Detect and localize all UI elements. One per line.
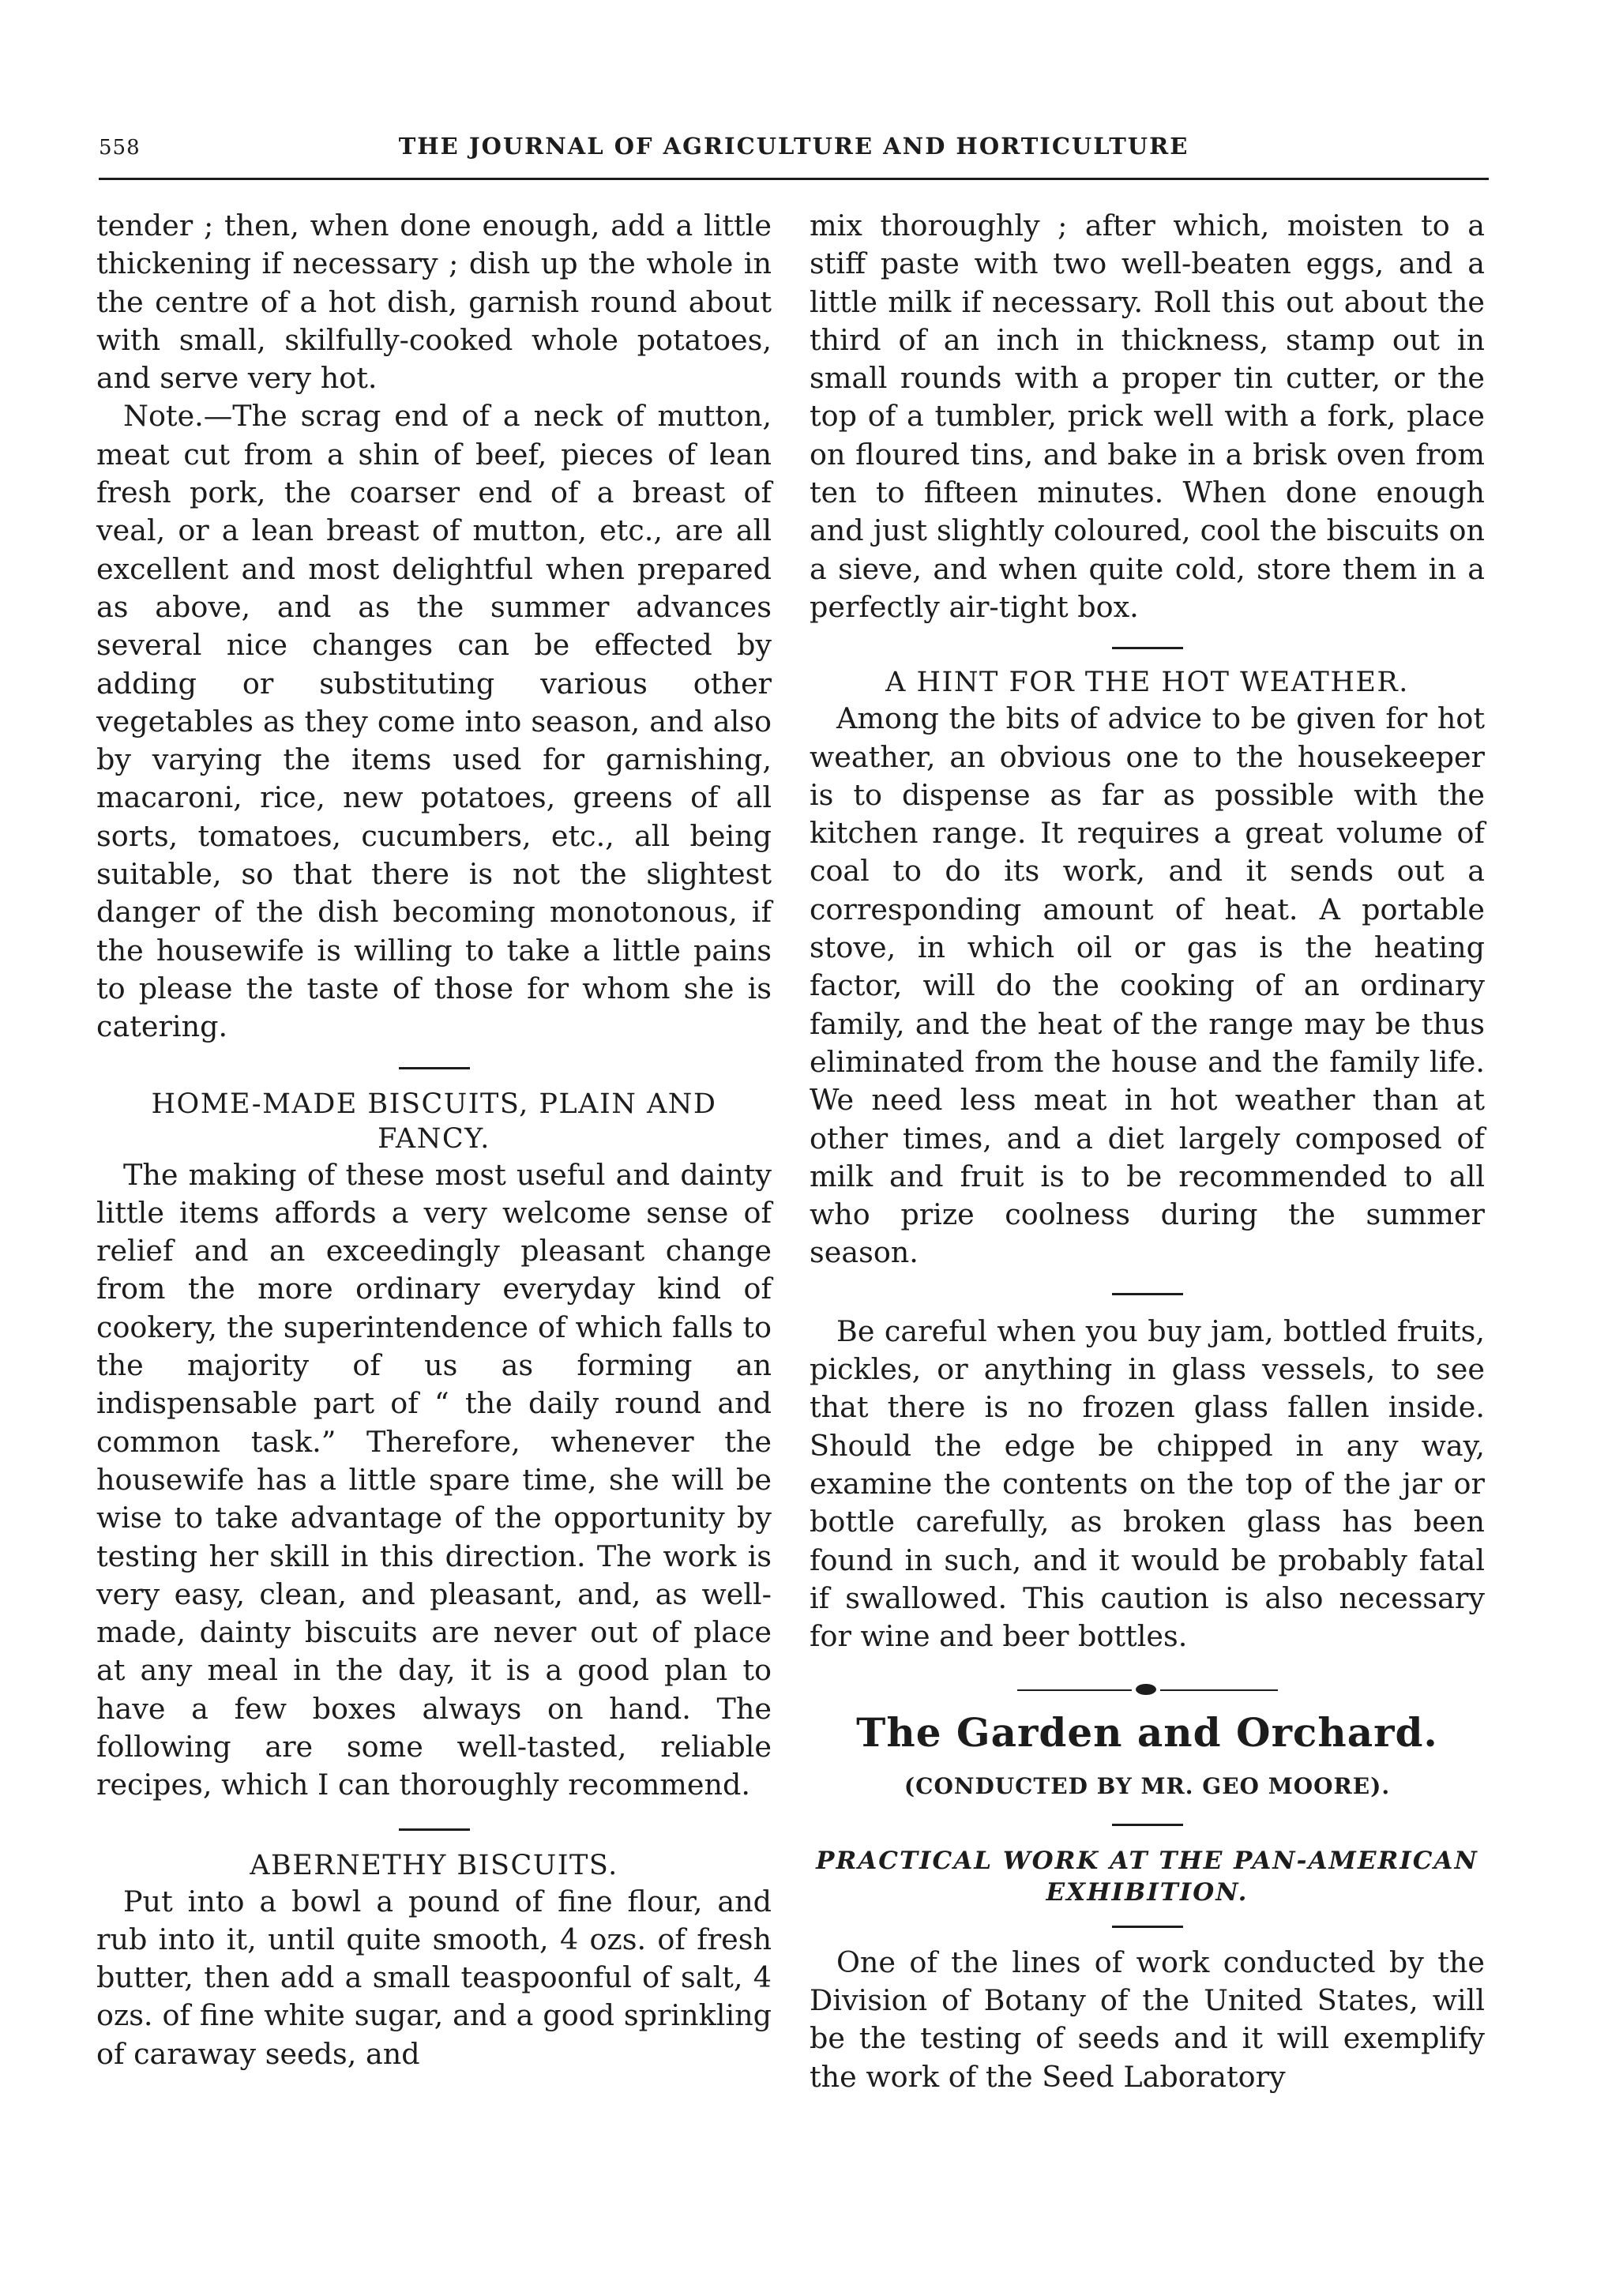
garden-title: The Garden and Orchard. [856, 1709, 1438, 1757]
journal-title: THE JOURNAL OF AGRICULTURE AND HORTICULTURE [398, 133, 1189, 160]
garden-conductor: (CONDUCTED BY MR. GEO MOORE). [904, 1773, 1391, 1800]
careful-paragraph: Be careful when you buy jam, bottled fruits, pickles, or anything in glass vessels, to see that there is no frozen glass fallen inside. Should the edge be chipped in any way, examine the contents on the top of the jar or bottle carefully, as broken glass has been found in such, and it would be probably fatal if swallowed. This caution is also necessary for wine and beer bottles. [810, 1313, 1485, 1654]
pan-american-title: PRACTICAL WORK AT THE PAN-AMERICAN EXHIBITION. [816, 1846, 1478, 1907]
ornament-divider [1017, 1682, 1278, 1698]
page-number: 558 [99, 136, 141, 160]
left-column [96, 207, 772, 2073]
header-rule [99, 178, 1489, 180]
biscuits-paragraph: The making of these most useful and dainty little items affords a very welcome sense of relief and an exceedingly pleasant change from the more ordinary everyday kind of cookery, the superintendence of which falls to the majority of us as forming an indispensable part of “ the daily round and common task.” Therefore, whenever the housewife has a little spare time, she will be wise to take advantage of the opportunity by testing her skill in this direction. The work is very easy, clean, and pleasant, and, as well-made, dainty biscuits are never out of place at any meal in the day, it is a good plan to have a few boxes always on hand. The following are some well-tasted, reliable recipes, which I can thoroughly recommend. [96, 1157, 772, 1802]
abernethy-title: ABERNETHY BISCUITS. [250, 1849, 618, 1881]
abernethy-paragraph: Put into a bowl a pound of fine flour, and rub into it, until quite smooth, 4 ozs. of fresh butter, then add a small teaspoonful of salt, 4 ozs. of fine white sugar, and a good sprinkling of caraway seeds, and [96, 1884, 772, 2071]
ornament-line-left [1017, 1689, 1132, 1691]
continuation-paragraph: mix thoroughly ; after which, moisten to a stiff paste with two well-beaten eggs, and a little milk if necessary. Roll this out about the third of an inch in thickness, stamp out in small rounds with a proper tin cutter, or the top of a tumbler, prick well with a fork, place on floured tins, and bake in a brisk oven from ten to fifteen minutes. When done enough and just slightly coloured, cool the biscuits on a sieve, and when quite cold, store them in a perfectly air-tight box. [810, 209, 1485, 624]
page-header [99, 133, 1489, 171]
right-column [810, 207, 1485, 2096]
ornament-line-right [1160, 1689, 1278, 1691]
hint-title: A HINT FOR THE HOT WEATHER. [885, 667, 1409, 699]
biscuits-title: HOME-MADE BISCUITS, PLAIN AND FANCY. [151, 1088, 717, 1155]
hint-paragraph: Among the bits of advice to be given for hot weather, an obvious one to the housekeeper is to dispense as far as possible with the kitchen range. It requires a great volume of coal to do its work, and it sends out a corresponding amount of heat. A portable stove, in which oil or gas is the heating factor, will do the cooking of an ordinary family, and the heat of the range may be thus eliminated from the house and the family life. We need less meat in hot weather than at other times, and a diet largely composed of milk and fruit is to be recommended to all who prize coolness during the summer season. [810, 701, 1485, 1270]
intro-paragraph: tender ; then, when done enough, add a little thickening if necessary ; dish up the whole in the centre of a hot dish, garnish round about with small, skilfully-cooked whole potatoes, and serve very hot. [96, 209, 772, 396]
note-paragraph: Note.—The scrag end of a neck of mutton, meat cut from a shin of beef, pieces of lean fresh pork, the coarser end of a breast of veal, or a lean breast of mutton, etc., are all excellent and most delightful when prepared as above, and as the summer advances several nice changes can be effected by adding or substituting various other vegetables as they come into season, and also by varying the items used for garnishing, macaroni, rice, new potatoes, greens of all sorts, tomatoes, cucumbers, etc., all being suitable, so that there is not the slightest danger of the dish becoming monotonous, if the housewife is willing to take a little pains to please the taste of those for whom she is catering. [96, 399, 772, 1044]
pan-american-paragraph: One of the lines of work conducted by the Division of Botany of the United States, will be the testing of seeds and it will exemplify the work of the Seed Laboratory [810, 1945, 1485, 2094]
ornament-dot [1136, 1684, 1156, 1695]
